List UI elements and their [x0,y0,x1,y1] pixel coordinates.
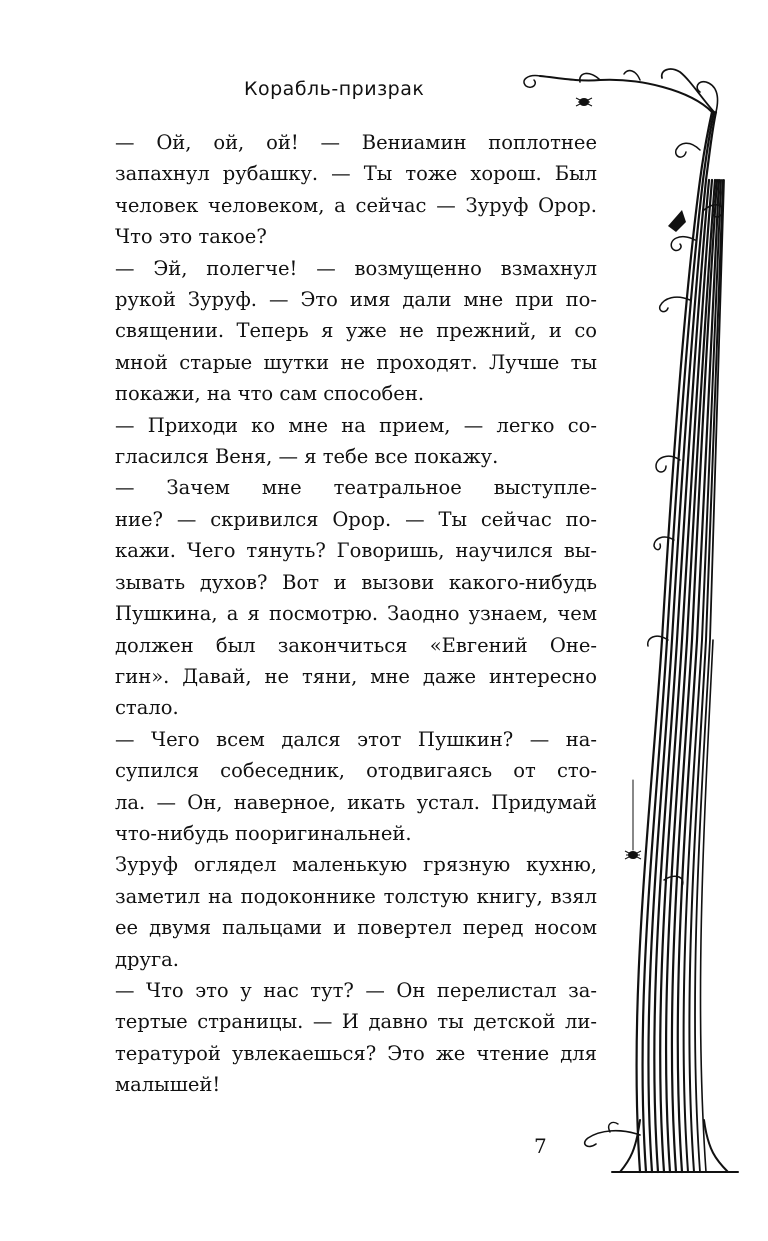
text-line: священии. Теперь я уже не прежний, и со [115,319,597,343]
text-line: человек человеком, а сейчас — Зуруф Орор. [115,193,597,217]
text-line: — Ой, ой, ой! — Вениамин поплотнее [115,131,597,154]
text-line: заметил на подоконнике толстую книгу, взял [115,884,597,908]
text-line: рукой Зуруф. — Это имя дали мне при по- [115,288,597,312]
paragraph [115,127,597,253]
paragraph [115,472,597,723]
text-line: Что это такое? [115,225,267,249]
paragraph [115,724,597,850]
text-line: малышей! [115,1073,221,1097]
text-line: ние? — скривился Орор. — Ты сейчас по- [115,507,597,531]
page-number: 7 [534,1134,547,1158]
text-line: запахнул рубашку. — Ты тоже хорош. Был [115,162,597,186]
text-line: — Что это у нас тут? — Он перелистал за- [115,978,597,1002]
body-text [115,127,597,1101]
text-line: кажи. Чего тянуть? Говоришь, научился вы- [115,539,597,563]
text-line: гласился Веня, — я тебе все покажу. [115,445,499,469]
text-line: Зуруф оглядел маленькую грязную кухню, [115,853,597,877]
text-line: мной старые шутки не проходят. Лучше ты [115,350,597,374]
text-line: — Чего всем дался этот Пушкин? — на- [115,727,597,751]
text-line: — Эй, полегче! — возмущенно взмахнул [115,256,597,280]
text-line: зывать духов? Вот и вызови какого-нибудь [115,570,597,594]
running-title: Корабль-призрак [244,78,425,100]
text-line: покажи, на что сам способен. [115,382,425,406]
paragraph [115,253,597,410]
text-line: что-нибудь пооригинальней. [115,821,412,845]
text-line: гин». Давай, не тяни, мне даже интересно [115,664,597,688]
text-line: ее двумя пальцами и повертел перед носом [115,916,597,940]
text-line: стало. [115,696,179,720]
text-line: — Зачем мне театральное выступле- [115,476,597,500]
text-line: тературой увлекаешься? Это же чтение для [115,1041,597,1065]
text-line: ла. — Он, наверное, икать устал. Придумай [115,790,597,814]
text-line: супился собеседник, отодвигаясь от сто- [115,759,597,783]
text-line: — Приходи ко мне на прием, — легко со- [115,413,597,437]
text-line: тертые страницы. — И давно ты детской ли- [115,1010,597,1034]
text-line: друга. [115,947,180,971]
text-line: Пушкина, а я посмотрю. Заодно узнаем, чем [115,602,597,626]
paragraph [115,975,597,1101]
paragraph [115,849,597,975]
text-line: должен был закончиться «Евгений Оне- [115,633,597,657]
paragraph [115,410,597,473]
